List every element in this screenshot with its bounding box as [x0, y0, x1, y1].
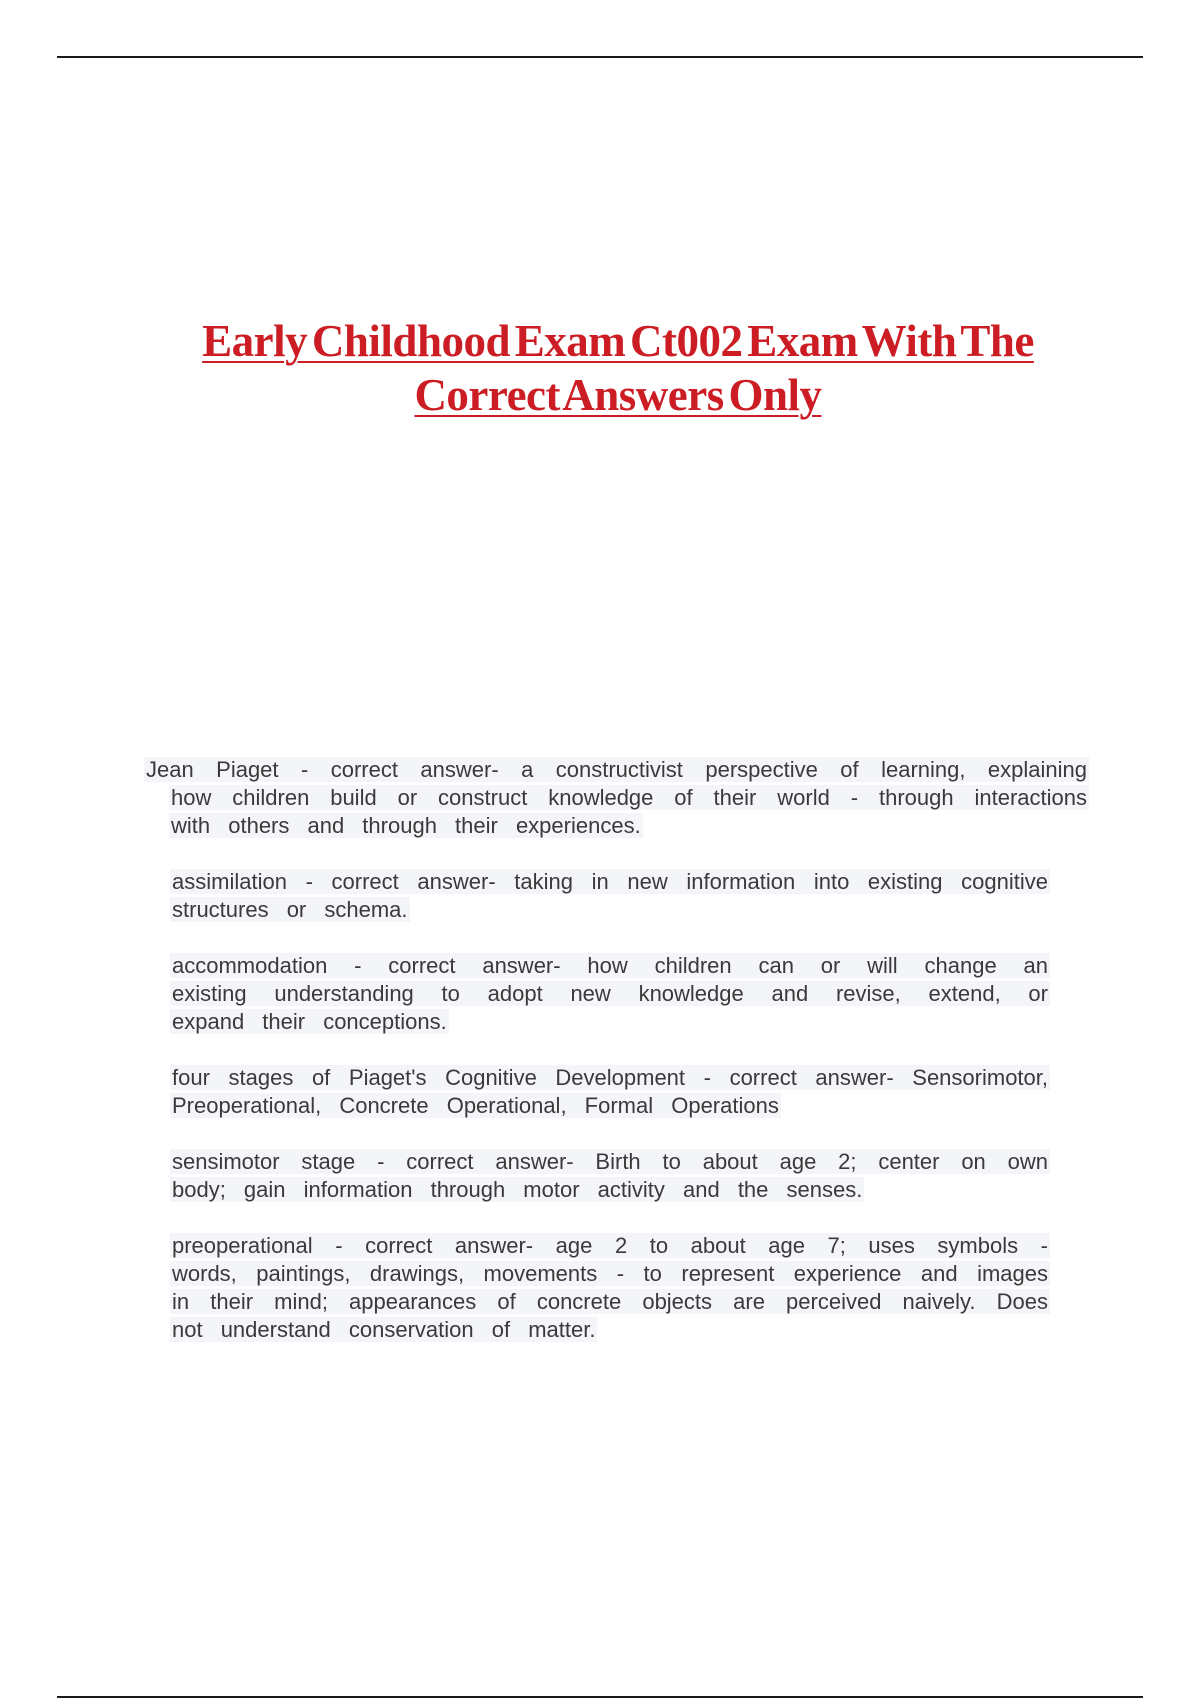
qa-text: preoperational - correct answer- age 2 to about age 7; uses symbols - words, paintings, drawings, movements - to represent experience and images in their mind; appearances of concrete objects are perceived naively. Does not understand conservation of matter. — [172, 1233, 1048, 1342]
document-title: Early Childhood Exam Ct002 Exam With The Correct Answers Only — [202, 316, 1034, 420]
qa-text: assimilation - correct answer- taking in new information into existing cognitive structures or schema. — [172, 869, 1048, 922]
qa-text: Jean Piaget - correct answer- a constructivist perspective of learning, explaining how children build or construct knowledge of their world - through interactions with others and through their experiences. — [146, 757, 1087, 838]
bottom-rule — [57, 1696, 1143, 1698]
qa-item-accommodation — [144, 952, 1050, 1036]
qa-text: accommodation - correct answer- how children can or will change an existing understanding to adopt new knowledge and revise, extend, or expand their conceptions. — [172, 953, 1048, 1034]
qa-item-assimilation — [144, 868, 1050, 924]
qa-item-four-stages — [144, 1064, 1050, 1120]
qa-item-jean-piaget — [144, 756, 1089, 840]
qa-text: four stages of Piaget's Cognitive Development - correct answer- Sensorimotor, Preoperational, Concrete Operational, Formal Operations — [172, 1065, 1048, 1118]
qa-list — [144, 756, 1089, 1372]
qa-item-preoperational — [144, 1232, 1050, 1344]
top-rule — [57, 56, 1143, 58]
qa-text: sensimotor stage - correct answer- Birth to about age 2; center on own body; gain information through motor activity and the senses. — [172, 1149, 1048, 1202]
qa-item-sensimotor-stage — [144, 1148, 1050, 1204]
